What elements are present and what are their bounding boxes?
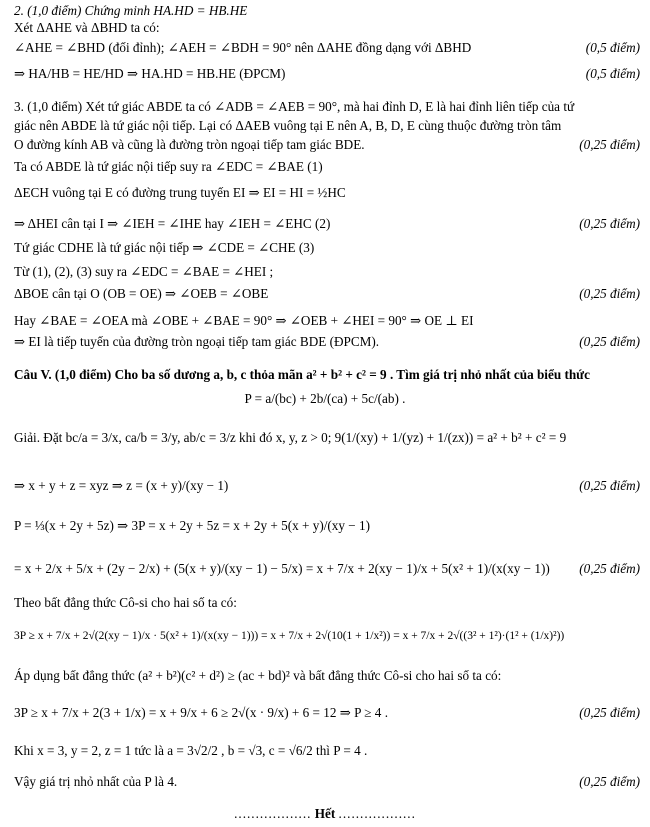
doc-line: 3P ≥ x + 7/x + 2(3 + 1/x) = x + 9/x + 6 ≥ 2√(x · 9/x) + 6 = 12 ⇒ P ≥ 4 . xyxy=(14,705,388,720)
score-label: (0,25 điểm) xyxy=(579,774,640,789)
doc-line: Tứ giác CDHE là tứ giác nội tiếp ⇒ ∠CDE = ∠CHE (3) xyxy=(14,240,315,255)
doc-line: ⇒ EI là tiếp tuyến của đường tròn ngoại tiếp tam giác BDE (ĐPCM). xyxy=(14,334,380,349)
doc-line: O đường kính AB và cũng là đường tròn ngoại tiếp tam giác BDE. xyxy=(14,137,365,152)
doc-line: ΔECH vuông tại E có đường trung tuyến EI ⇒ EI = HI = ½HC xyxy=(14,185,346,200)
doc-line: Theo bất đẳng thức Cô-si cho hai số ta có: xyxy=(14,595,237,610)
score-label: (0,5 điểm) xyxy=(585,66,640,81)
doc-line: Vậy giá trị nhỏ nhất của P là 4. xyxy=(14,774,178,789)
doc-line: Từ (1), (2), (3) suy ra ∠EDC = ∠BAE = ∠HEI ; xyxy=(14,264,274,279)
score-label: (0,25 điểm) xyxy=(579,705,640,720)
doc-line: Hay ∠BAE = ∠OEA mà ∠OBE + ∠BAE = 90° ⇒ ∠OEB + ∠HEI = 90° ⇒ OE ⊥ EI xyxy=(14,313,474,328)
doc-line: Ta có ABDE là tứ giác nội tiếp suy ra ∠EDC = ∠BAE (1) xyxy=(14,159,323,174)
doc-line: giác nên ABDE là tứ giác nội tiếp. Lại có ΔAEB vuông tại E nên A, B, D, E cùng thuộc đường tròn tâm xyxy=(14,118,562,133)
score-label: (0,25 điểm) xyxy=(579,561,640,576)
solution-line: Giải. Đặt bc/a = 3/x, ca/b = 3/y, ab/c = 3/z khi đó x, y, z > 0; 9(1/(xy) + 1/(yz) + 1/(zx)) = a² + b² + c² = 9 xyxy=(14,430,567,445)
score-label: (0,25 điểm) xyxy=(579,334,640,349)
score-label: (0,25 điểm) xyxy=(579,478,640,493)
formula-P: P = a/(bc) + 2b/(ca) + 5c/(ab) . xyxy=(244,391,406,406)
score-label: (0,25 điểm) xyxy=(579,216,640,231)
doc-line: ⇒ x + y + z = xyz ⇒ z = (x + y)/(xy − 1) xyxy=(14,478,229,493)
question-5-heading: Câu V. (1,0 điểm) Cho ba số dương a, b, c thỏa mãn a² + b² + c² = 9 . Tìm giá trị nhỏ nhất của biểu thức xyxy=(14,367,590,382)
problem-2-heading: 2. (1,0 điểm) Chứng minh HA.HD = HB.HE xyxy=(14,3,248,18)
doc-line: 3P ≥ x + 7/x + 2√(2(xy − 1)/x · 5(x² + 1)/(x(xy − 1))) = x + 7/x + 2√(10(1 + 1/x²)) = x + 7/x + 2√((3² + 1²)·(1² + (1/x)²)) xyxy=(14,630,565,642)
end-footer xyxy=(0,806,650,822)
doc-line: ΔBOE cân tại O (OB = OE) ⇒ ∠OEB = ∠OBE xyxy=(14,286,269,301)
doc-line: ⇒ ΔHEI cân tại I ⇒ ∠IEH = ∠IHE hay ∠IEH = ∠EHC (2) xyxy=(14,216,331,231)
doc-line: Khi x = 3, y = 2, z = 1 tức là a = 3√2/2 , b = √3, c = √6/2 thì P = 4 . xyxy=(14,743,368,758)
score-label: (0,25 điểm) xyxy=(579,137,640,152)
footer-label: Hết xyxy=(314,806,336,821)
problem-3-heading: 3. (1,0 điểm) Xét tứ giác ABDE ta có ∠ADB = ∠AEB = 90°, mà hai đỉnh D, E là hai đỉnh liên tiếp của tứ xyxy=(14,99,575,114)
doc-line: = x + 2/x + 5/x + (2y − 2/x) + (5(x + y)/(xy − 1) − 5/x) = x + 7/x + 2(xy − 1)/x + 5(x² + 1)/(x(xy − 1)) xyxy=(14,561,550,576)
doc-line: P = ⅓(x + 2y + 5z) ⇒ 3P = x + 2y + 5z = x + 2y + 5(x + y)/(xy − 1) xyxy=(14,518,370,533)
footer-dots-right: .................. xyxy=(338,806,416,821)
doc-line: Áp dụng bất đẳng thức (a² + b²)(c² + d²) ≥ (ac + bd)² và bất đẳng thức Cô-si cho hai số ta có: xyxy=(14,668,502,683)
score-label: (0,5 điểm) xyxy=(585,40,640,55)
doc-line: ⇒ HA/HB = HE/HD ⇒ HA.HD = HB.HE (ĐPCM) xyxy=(14,66,286,81)
doc-line: Xét ΔAHE và ΔBHD ta có: xyxy=(14,20,160,35)
footer-dots-left: .................. xyxy=(234,806,312,821)
doc-line: ∠AHE = ∠BHD (đối đỉnh); ∠AEH = ∠BDH = 90° nên ΔAHE đồng dạng với ΔBHD xyxy=(14,40,472,55)
score-label: (0,25 điểm) xyxy=(579,286,640,301)
